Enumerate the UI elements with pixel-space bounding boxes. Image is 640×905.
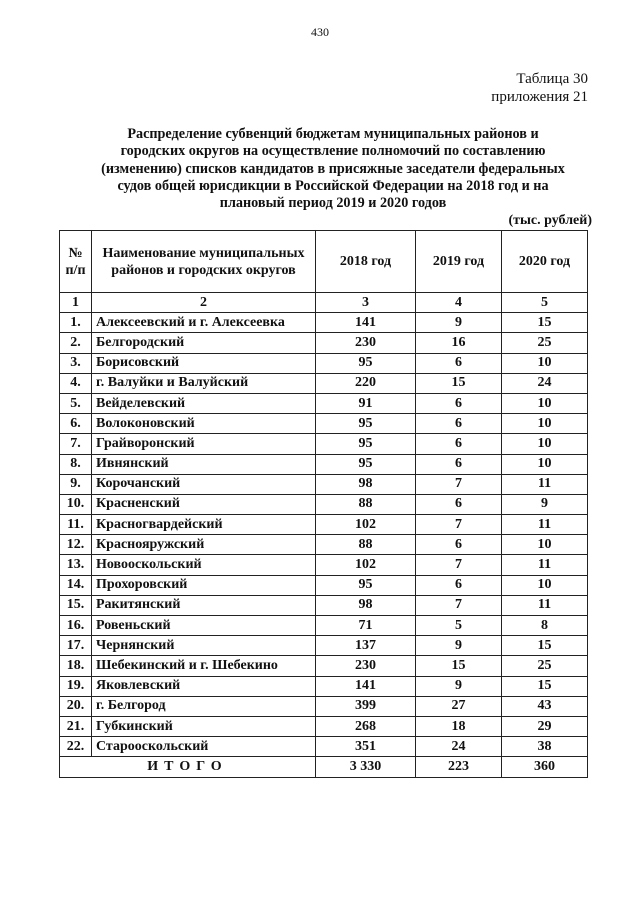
value-2020: 15 [502,676,588,696]
column-number: 2 [92,293,316,313]
value-2019: 5 [416,616,502,636]
row-number: 13. [60,555,92,575]
value-2020: 15 [502,313,588,333]
row-number: 17. [60,636,92,656]
value-2018: 88 [316,494,416,514]
table-row [60,373,588,393]
value-2018: 95 [316,575,416,595]
value-2019: 9 [416,313,502,333]
row-number: 3. [60,353,92,373]
value-2019: 27 [416,696,502,716]
value-2018: 71 [316,616,416,636]
table-row [60,737,588,757]
district-name: Вейделевский [92,393,316,413]
row-number: 14. [60,575,92,595]
value-2018: 102 [316,515,416,535]
row-number: 22. [60,737,92,757]
row-number: 5. [60,393,92,413]
value-2018: 95 [316,414,416,434]
value-2020: 15 [502,636,588,656]
value-2020: 8 [502,616,588,636]
row-number: 20. [60,696,92,716]
total-2019: 223 [416,757,502,777]
column-number: 4 [416,293,502,313]
value-2019: 6 [416,494,502,514]
district-name: Прохоровский [92,575,316,595]
value-2019: 15 [416,373,502,393]
value-2018: 88 [316,535,416,555]
column-number-row [60,293,588,313]
district-name: Белгородский [92,333,316,353]
value-2019: 24 [416,737,502,757]
table-row [60,353,588,373]
district-name: Старооскольский [92,737,316,757]
units-note: (тыс. рублей) [508,213,592,228]
table-row [60,676,588,696]
district-name: Ровеньский [92,616,316,636]
value-2020: 10 [502,535,588,555]
value-2019: 7 [416,515,502,535]
table-row [60,696,588,716]
title-line: судов общей юрисдикции в Российской Федерации на 2018 год и на [117,177,549,194]
total-label: ИТОГО [60,757,316,777]
district-name: Ивнянский [92,454,316,474]
value-2018: 351 [316,737,416,757]
table-row [60,656,588,676]
total-2018: 3 330 [316,757,416,777]
value-2019: 6 [416,434,502,454]
table-row [60,575,588,595]
total-2020: 360 [502,757,588,777]
district-name: Шебекинский и г. Шебекино [92,656,316,676]
table-reference-line-1: Таблица 30 [516,71,588,87]
value-2019: 16 [416,333,502,353]
value-2018: 98 [316,595,416,615]
district-name: Красненский [92,494,316,514]
value-2020: 11 [502,595,588,615]
row-number: 6. [60,414,92,434]
value-2019: 6 [416,535,502,555]
table-row [60,313,588,333]
value-2019: 6 [416,454,502,474]
value-2020: 10 [502,414,588,434]
table-row [60,333,588,353]
value-2020: 25 [502,333,588,353]
value-2018: 220 [316,373,416,393]
header-2019: 2019 год [416,231,502,293]
title-line: городских округов на осуществление полномочий по составлению [120,143,546,160]
table-row [60,636,588,656]
value-2019: 7 [416,595,502,615]
table-row [60,535,588,555]
row-number: 12. [60,535,92,555]
header-2018: 2018 год [316,231,416,293]
row-number: 7. [60,434,92,454]
district-name: Чернянский [92,636,316,656]
document-title [95,126,571,212]
district-name: г. Белгород [92,696,316,716]
column-number: 3 [316,293,416,313]
value-2019: 9 [416,636,502,656]
district-name: Новооскольский [92,555,316,575]
value-2018: 95 [316,434,416,454]
table-row [60,555,588,575]
district-name: Борисовский [92,353,316,373]
row-number: 21. [60,716,92,736]
table-reference-line-2: приложения 21 [491,89,588,105]
row-number: 4. [60,373,92,393]
value-2020: 29 [502,716,588,736]
district-name: Яковлевский [92,676,316,696]
table-reference [491,70,588,106]
row-number: 8. [60,454,92,474]
row-number: 11. [60,515,92,535]
district-name: Волоконовский [92,414,316,434]
value-2018: 137 [316,636,416,656]
value-2018: 98 [316,474,416,494]
value-2020: 10 [502,353,588,373]
title-line: плановый период 2019 и 2020 годов [219,195,447,212]
row-number: 15. [60,595,92,615]
header-number [60,231,92,293]
value-2020: 43 [502,696,588,716]
value-2018: 230 [316,333,416,353]
title-line: Распределение субвенций бюджетам муниципальных районов и [127,126,539,142]
value-2020: 10 [502,575,588,595]
value-2020: 38 [502,737,588,757]
table-row [60,595,588,615]
column-number: 5 [502,293,588,313]
value-2020: 9 [502,494,588,514]
header-name: Наименование муниципальных районов и городских округов [92,231,316,293]
district-name: Алексеевский и г. Алексеевка [92,313,316,333]
value-2018: 91 [316,393,416,413]
table-row [60,494,588,514]
header-2020: 2020 год [502,231,588,293]
table-row [60,474,588,494]
value-2019: 18 [416,716,502,736]
column-number: 1 [60,293,92,313]
value-2019: 6 [416,353,502,373]
district-name: Корочанский [92,474,316,494]
table-body [60,293,588,757]
value-2020: 11 [502,474,588,494]
table-row [60,616,588,636]
value-2018: 230 [316,656,416,676]
row-number: 19. [60,676,92,696]
district-name: г. Валуйки и Валуйский [92,373,316,393]
table-row [60,414,588,434]
page-number: 430 [311,25,329,39]
value-2018: 141 [316,313,416,333]
value-2020: 25 [502,656,588,676]
value-2020: 11 [502,555,588,575]
value-2020: 11 [502,515,588,535]
subsidy-table [59,230,588,778]
row-number: 16. [60,616,92,636]
value-2018: 102 [316,555,416,575]
header-number-abbr: п/п [65,262,86,278]
header-number-sign: № [68,245,83,261]
value-2020: 24 [502,373,588,393]
table-row [60,393,588,413]
district-name: Краснояружский [92,535,316,555]
row-number: 2. [60,333,92,353]
value-2020: 10 [502,434,588,454]
total-row [60,757,588,777]
value-2018: 399 [316,696,416,716]
district-name: Губкинский [92,716,316,736]
value-2019: 15 [416,656,502,676]
row-number: 10. [60,494,92,514]
district-name: Красногвардейский [92,515,316,535]
district-name: Ракитянский [92,595,316,615]
value-2019: 6 [416,393,502,413]
table-row [60,515,588,535]
value-2019: 6 [416,414,502,434]
value-2019: 9 [416,676,502,696]
value-2018: 95 [316,353,416,373]
value-2018: 141 [316,676,416,696]
table-header-row [60,231,588,293]
value-2020: 10 [502,393,588,413]
table-row [60,454,588,474]
value-2018: 95 [316,454,416,474]
district-name: Грайворонский [92,434,316,454]
row-number: 9. [60,474,92,494]
row-number: 18. [60,656,92,676]
table-row [60,716,588,736]
value-2018: 268 [316,716,416,736]
value-2019: 7 [416,555,502,575]
row-number: 1. [60,313,92,333]
value-2019: 6 [416,575,502,595]
value-2020: 10 [502,454,588,474]
table-row [60,434,588,454]
title-line: (изменению) списков кандидатов в присяжные заседатели федеральных [101,160,565,177]
value-2019: 7 [416,474,502,494]
